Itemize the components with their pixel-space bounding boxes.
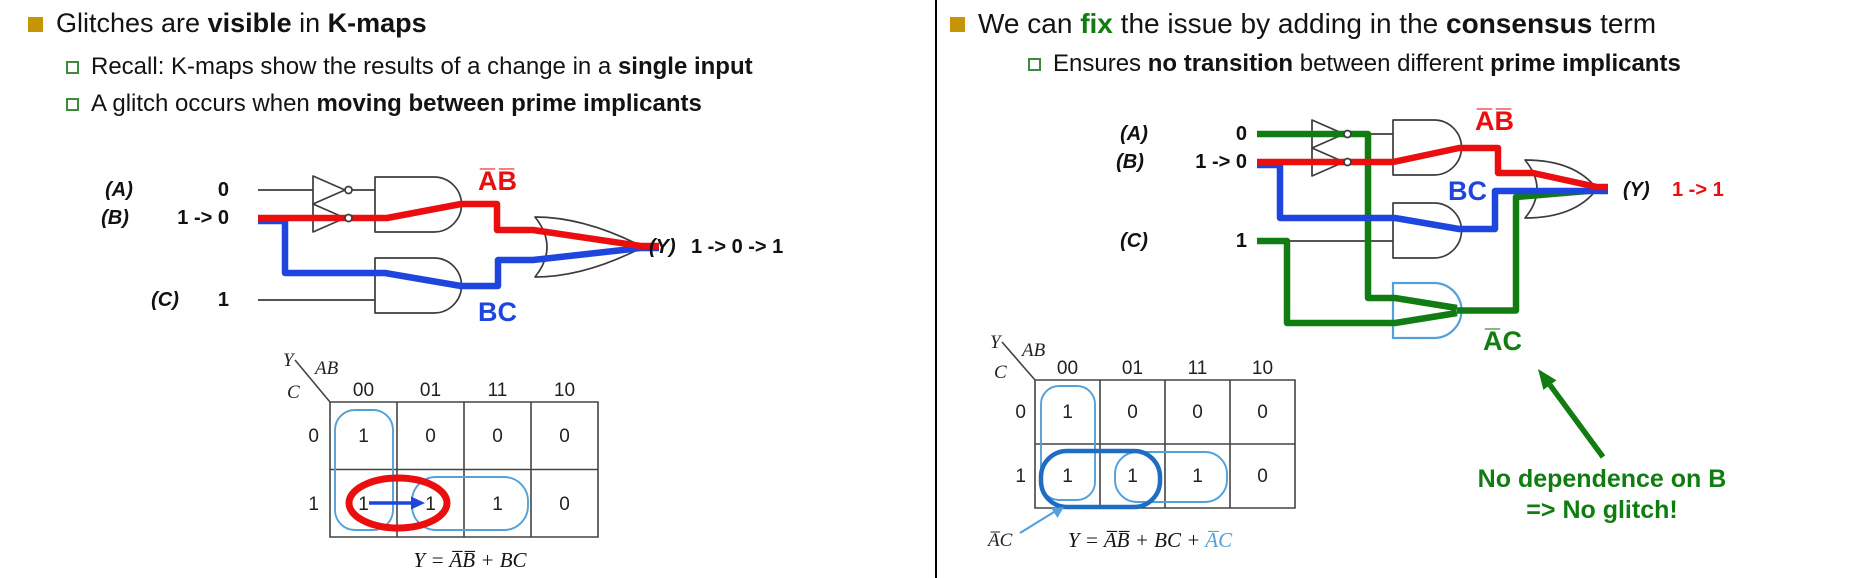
kmap-row-header: 0: [308, 426, 319, 447]
output-y-label: (Y): [1623, 179, 1650, 201]
kmap-cell: 1: [1127, 466, 1138, 487]
subbullet-text: Ensures no transition between different prime implicants: [1053, 50, 1681, 77]
kmap-glitch: [265, 340, 615, 578]
subbullet-square-icon: [66, 61, 79, 74]
transition-arrowhead-icon: [411, 497, 425, 510]
ac-loop-label: A̅C: [988, 530, 1013, 551]
term-label-bc: BC: [1448, 176, 1487, 206]
circuit-diagram-glitch: [85, 140, 815, 325]
kmap-cell: 0: [1127, 402, 1138, 423]
inverter-a-bubble: [1344, 131, 1351, 138]
annotation-arrow-line: [1550, 385, 1603, 457]
output-y-value: 1 -> 0 -> 1: [691, 236, 784, 258]
subbullet-recall: [66, 53, 753, 81]
kmap-cell: 0: [559, 426, 570, 447]
signal-path-ac-output: [1457, 190, 1599, 311]
kmap-cell: 1: [1062, 402, 1073, 423]
bullet-text: Glitches are visible in K-maps: [56, 8, 427, 38]
kmap-cell: 0: [1257, 466, 1268, 487]
term-label-not-a-not-b: A̅B̅: [1475, 106, 1514, 136]
kmap-cell: 1: [1062, 466, 1073, 487]
kmap-corner-c: C: [287, 382, 300, 403]
input-c-value: 1: [1235, 230, 1247, 252]
bullet-text: We can fix the issue by adding in the consensus term: [978, 8, 1657, 39]
kmap-row-header: 1: [1015, 466, 1026, 487]
kmap-consensus: [980, 330, 1320, 565]
kmap-col-header: 10: [553, 380, 576, 401]
annotation-line1: No dependence on B: [1477, 465, 1727, 493]
kmap-col-header: 11: [487, 380, 508, 401]
no-glitch-arrow: [1500, 362, 1630, 467]
inverter-b-bubble: [1344, 159, 1351, 166]
kmap-cell: 0: [559, 494, 570, 515]
input-a-value: 0: [217, 179, 229, 201]
kmap-cell: 0: [492, 426, 503, 447]
kmap-col-header: 01: [1121, 358, 1144, 379]
kmap-col-header: 01: [419, 380, 442, 401]
input-b-label: (B): [1116, 151, 1144, 173]
kmap-row-header: 0: [1015, 402, 1026, 423]
kmap-equation: [1068, 528, 1233, 552]
kmap-equation-main: Y = A̅B̅ + BC +: [1067, 528, 1206, 552]
annotation-line2: => No glitch!: [1526, 496, 1678, 524]
kmap-col-header: 00: [1056, 358, 1079, 379]
subbullet-text: A glitch occurs when moving between prime implicants: [91, 90, 702, 117]
input-a-label: (A): [105, 179, 133, 201]
input-b-value: 1 -> 0: [177, 207, 229, 229]
kmap-corner-ab: AB: [1022, 340, 1046, 361]
ac-loop-arrow: [1020, 512, 1054, 533]
subbullet-square-icon: [1028, 58, 1041, 71]
input-c-label: (C): [1120, 230, 1148, 252]
kmap-col-header: 10: [1251, 358, 1274, 379]
kmap-corner-ab: AB: [315, 358, 339, 379]
output-y-value: 1 -> 1: [1672, 179, 1724, 201]
subbullet-text: Recall: K-maps show the results of a change in a single input: [91, 53, 753, 80]
input-a-label: (A): [1120, 123, 1148, 145]
kmap-corner-y: Y: [990, 332, 1001, 353]
input-b-label: (B): [101, 207, 129, 229]
bullet-fix-consensus: [950, 8, 1656, 40]
kmap-cell: 1: [425, 494, 436, 515]
kmap-cell: 0: [1257, 402, 1268, 423]
term-label-not-a-not-b: A̅B̅: [478, 166, 517, 196]
panel-divider: [935, 0, 937, 578]
subbullet-ensures: [1028, 50, 1681, 78]
kmap-cell: 0: [425, 426, 436, 447]
input-c-label: (C): [151, 289, 179, 311]
input-c-value: 1: [217, 289, 229, 311]
kmap-cell: 1: [358, 426, 369, 447]
kmap-cell: 0: [1192, 402, 1203, 423]
kmap-equation: Y = A̅B̅ + BC: [413, 548, 527, 572]
input-b-value: 1 -> 0: [1195, 151, 1247, 173]
inverter-a-bubble: [345, 187, 352, 194]
kmap-row-header: 1: [308, 494, 319, 515]
kmap-equation-ac-term: A̅C: [1205, 528, 1233, 552]
kmap-col-header: 11: [1187, 358, 1208, 379]
bullet-glitches-visible: [28, 8, 427, 39]
subbullet-square-icon: [66, 98, 79, 111]
fix-highlight: fix: [1080, 8, 1113, 39]
output-y-label: (Y): [649, 236, 676, 258]
kmap-corner-c: C: [994, 362, 1007, 383]
kmap-cell: 1: [492, 494, 503, 515]
kmap-col-header: 00: [352, 380, 375, 401]
input-a-value: 0: [1235, 123, 1247, 145]
bullet-square-icon: [28, 17, 43, 32]
and-gate-consensus-ac: [1393, 283, 1462, 338]
term-label-bc: BC: [478, 297, 517, 327]
bullet-square-icon: [950, 17, 965, 32]
term-label-not-a-c: A̅C: [1483, 326, 1522, 356]
kmap-cell: 1: [358, 494, 369, 515]
subbullet-glitch-occurs: [66, 90, 702, 118]
inverter-b-bubble: [345, 215, 352, 222]
no-glitch-annotation: [1428, 464, 1776, 526]
inverter-a-gate: [313, 176, 345, 204]
kmap-cell: 1: [1192, 466, 1203, 487]
kmap-corner-y: Y: [283, 350, 294, 371]
